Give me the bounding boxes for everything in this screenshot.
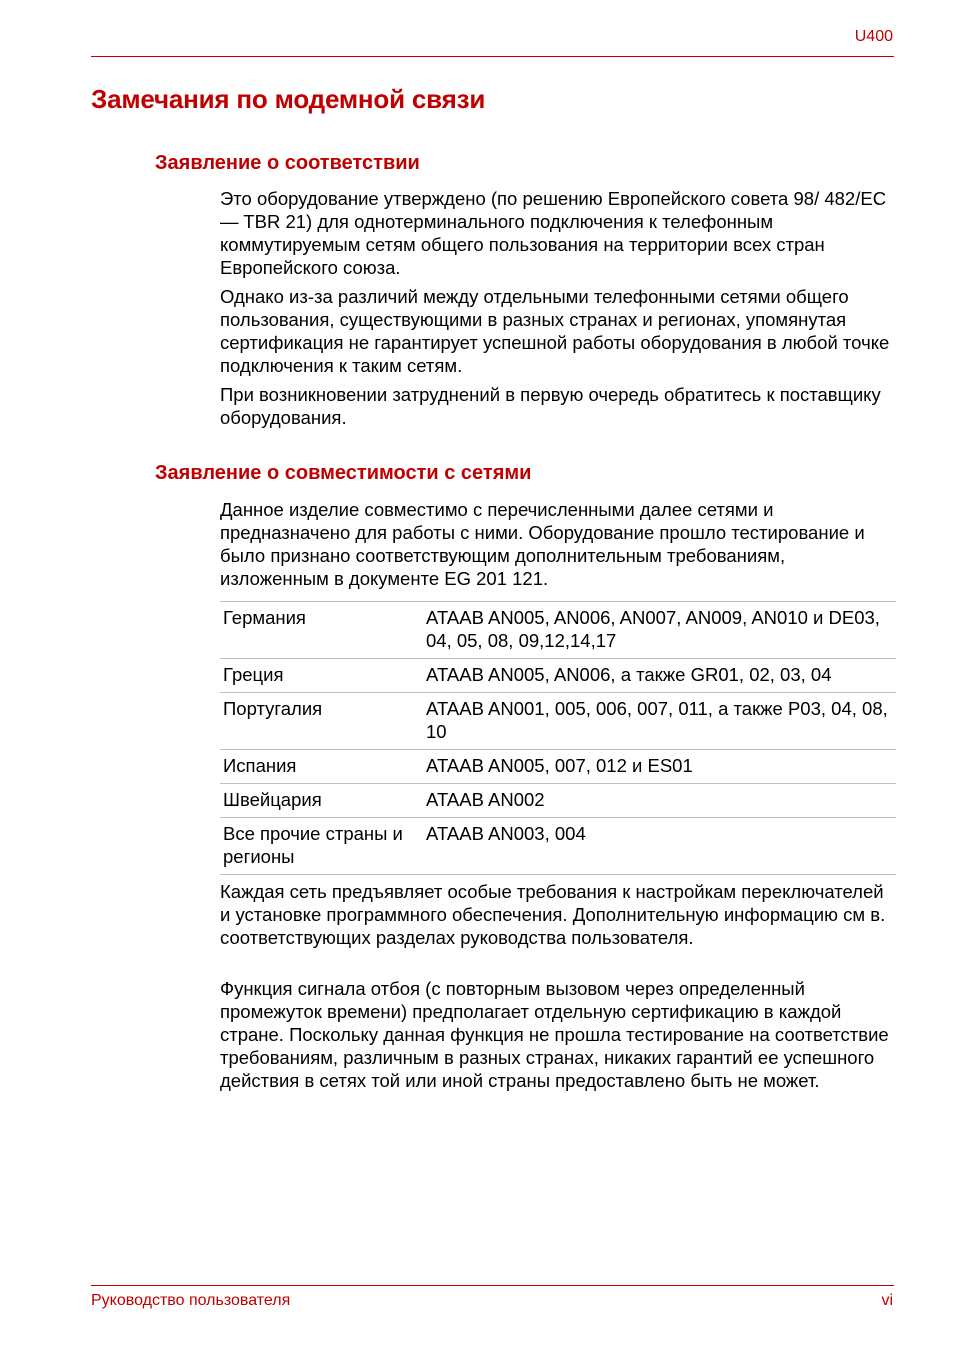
- table-row: [220, 784, 896, 818]
- networks-cell: ATAAB AN002: [423, 784, 896, 818]
- networks-cell: ATAAB AN005, 007, 012 и ES01: [423, 750, 896, 784]
- conformity-paragraph-2: Однако из-за различий между отдельными телефонными сетями общего пользования, существующими в разных странах и регионах, упомянутая сертификация не гарантирует успешной работы оборудования в любой точке подключения к таким сетям.: [220, 286, 890, 376]
- compatibility-paragraph-2: Функция сигнала отбоя (с повторным вызовом через определенный промежуток времени) предполагает отдельную сертификацию в каждой стране. Поскольку данная функция не прошла тестирование на соответствие требованиям, различным в разных странах, никаких гарантий ее успешного действия в сетях той или иной страны предоставлено быть не может.: [220, 978, 889, 1091]
- networks-cell: ATAAB AN005, AN006, а также GR01, 02, 03, 04: [423, 659, 896, 693]
- section-heading-conformity: Заявление о соответствии: [155, 152, 420, 174]
- table-row: [220, 818, 896, 875]
- network-compatibility-table: [220, 601, 896, 875]
- networks-cell: ATAAB AN001, 005, 006, 007, 011, а также P03, 04, 08, 10: [423, 693, 896, 750]
- table-row: [220, 659, 896, 693]
- compatibility-paragraph-1: Каждая сеть предъявляет особые требования к настройкам переключателей и установке программного обеспечения. Дополнительную информацию см в. соответствующих разделах руководства пользователя.: [220, 881, 886, 948]
- page-number: vi: [881, 1292, 893, 1309]
- footer-title: Руководство пользователя: [91, 1292, 291, 1309]
- country-cell: Португалия: [220, 693, 423, 750]
- networks-cell: ATAAB AN005, AN006, AN007, AN009, AN010 и DE03, 04, 05, 08, 09,12,14,17: [423, 602, 896, 659]
- country-cell: Германия: [220, 602, 423, 659]
- conformity-paragraph-1: Это оборудование утверждено (по решению Европейского совета 98/ 482/EC — TBR 21) для однотерминального подключения к телефонным коммутируемым сетям общего пользования на территории всех стран Европейского союза.: [220, 188, 887, 278]
- country-cell: Все прочие страны и регионы: [220, 818, 423, 875]
- country-cell: Швейцария: [220, 784, 423, 818]
- country-cell: Греция: [220, 659, 423, 693]
- table-row: [220, 693, 896, 750]
- header-rule: [91, 56, 894, 57]
- country-cell: Испания: [220, 750, 423, 784]
- table-row: [220, 602, 896, 659]
- section-heading-compatibility: Заявление о совместимости с сетями: [155, 462, 532, 484]
- page-title: Замечания по модемной связи: [91, 84, 486, 114]
- conformity-paragraph-3: При возникновении затруднений в первую очередь обратитесь к поставщику оборудования.: [220, 384, 881, 428]
- networks-cell: ATAAB AN003, 004: [423, 818, 896, 875]
- compatibility-intro: Данное изделие совместимо с перечисленными далее сетями и предназначено для работы с ними. Оборудование прошло тестирование и было признано соответствующим дополнительным требованиям, изложенным в документе EG 201 121.: [220, 499, 865, 589]
- table-row: [220, 750, 896, 784]
- header-model: U400: [854, 28, 893, 45]
- footer-rule: [91, 1285, 894, 1286]
